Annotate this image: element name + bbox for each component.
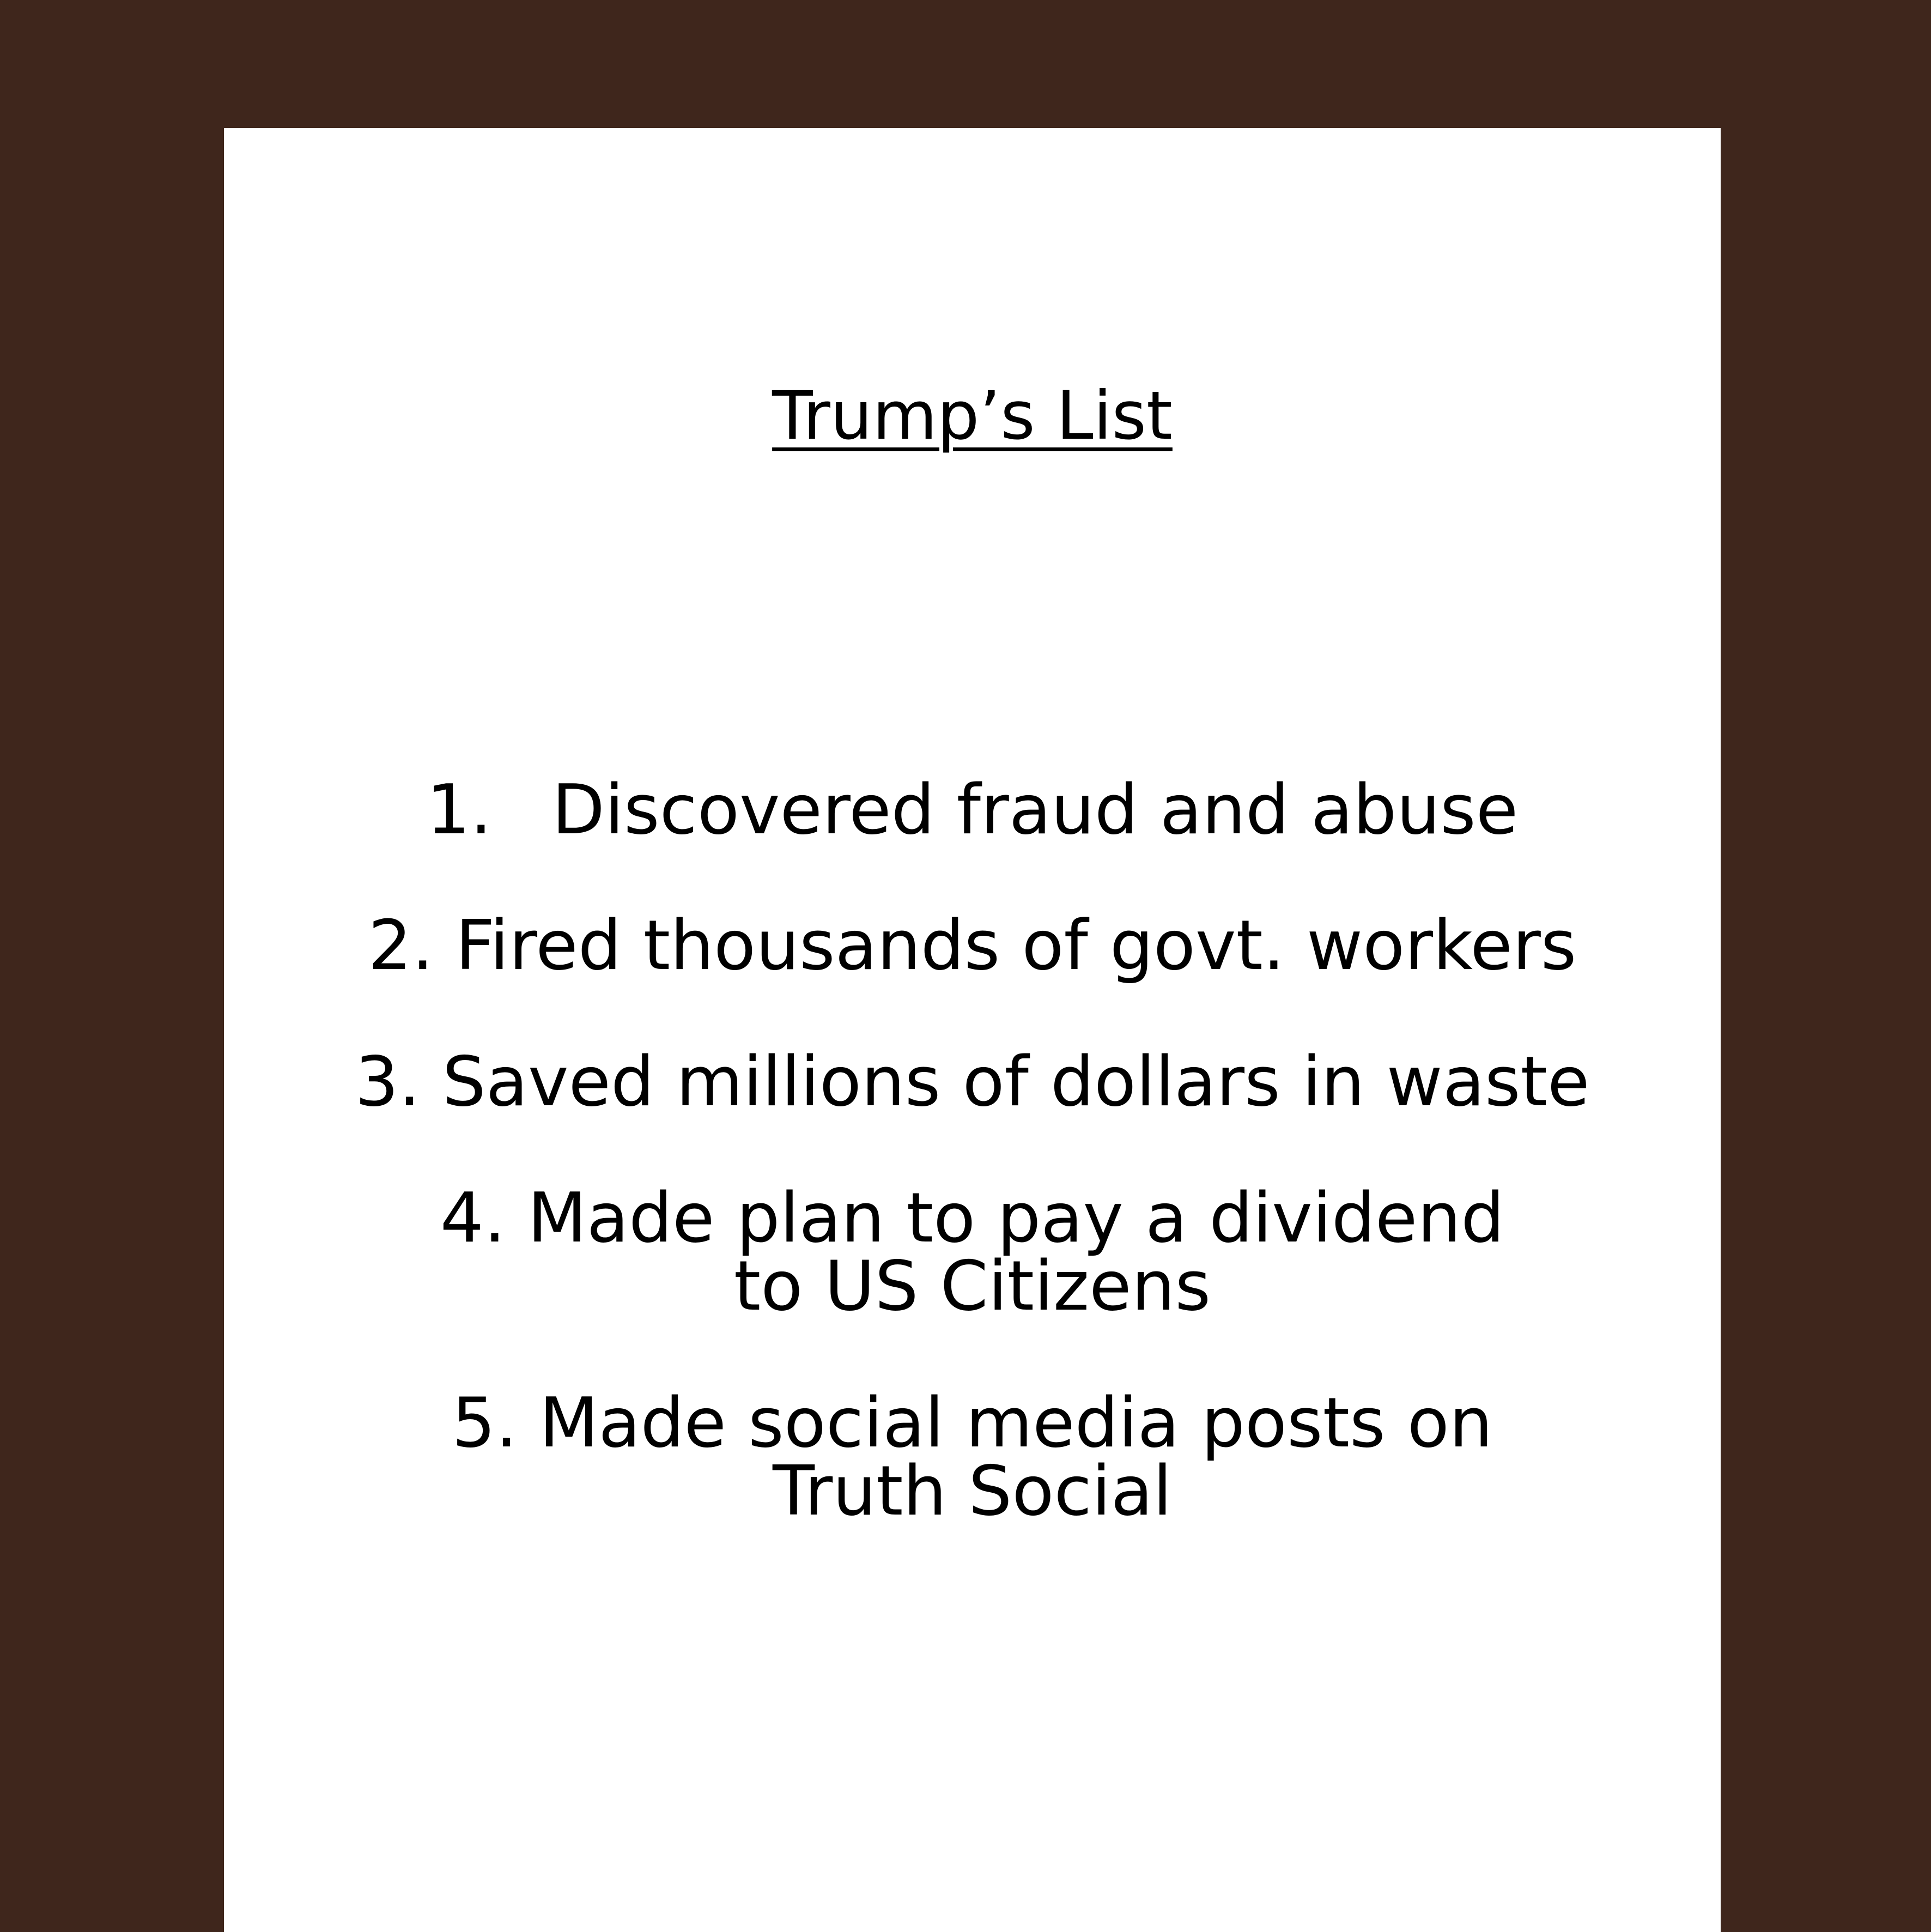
list-item-4-line-1 bbox=[224, 1178, 1721, 1258]
list-item-5-number: 5. bbox=[452, 1383, 518, 1463]
list-item-5-line-2: Truth Social bbox=[773, 1451, 1172, 1531]
list-item-4-text: Made plan to pay a dividend bbox=[527, 1178, 1505, 1258]
list-item-4-line-2: to US Citizens bbox=[733, 1246, 1211, 1326]
list-item-3-number: 3. bbox=[355, 1041, 421, 1122]
list-title-text: Trump’s List bbox=[772, 377, 1173, 455]
list-item-2-line-1 bbox=[224, 905, 1721, 985]
list-item-4-number: 4. bbox=[440, 1178, 506, 1258]
list-title bbox=[224, 376, 1721, 456]
list-item-5-text: Made social media posts on bbox=[539, 1383, 1493, 1463]
list-item-1 bbox=[224, 770, 1721, 850]
list-item-2-number: 2. bbox=[368, 905, 434, 985]
list-item-1-text: Discovered fraud and abuse bbox=[551, 770, 1519, 850]
list-item-3-line-1 bbox=[224, 1041, 1721, 1122]
list-item-2-text: Fired thousands of govt. workers bbox=[455, 905, 1577, 985]
list-item-5 bbox=[224, 1383, 1721, 1531]
document-page bbox=[224, 128, 1721, 1932]
list-item-1-line-1 bbox=[224, 770, 1721, 850]
list-item-1-number: 1. bbox=[426, 770, 492, 850]
list-item-5-line-1 bbox=[224, 1383, 1721, 1463]
list-item-3 bbox=[224, 1041, 1721, 1122]
list-item-3-text: Saved millions of dollars in waste bbox=[442, 1041, 1590, 1122]
list-item-2 bbox=[224, 905, 1721, 985]
list-item-4 bbox=[224, 1178, 1721, 1326]
